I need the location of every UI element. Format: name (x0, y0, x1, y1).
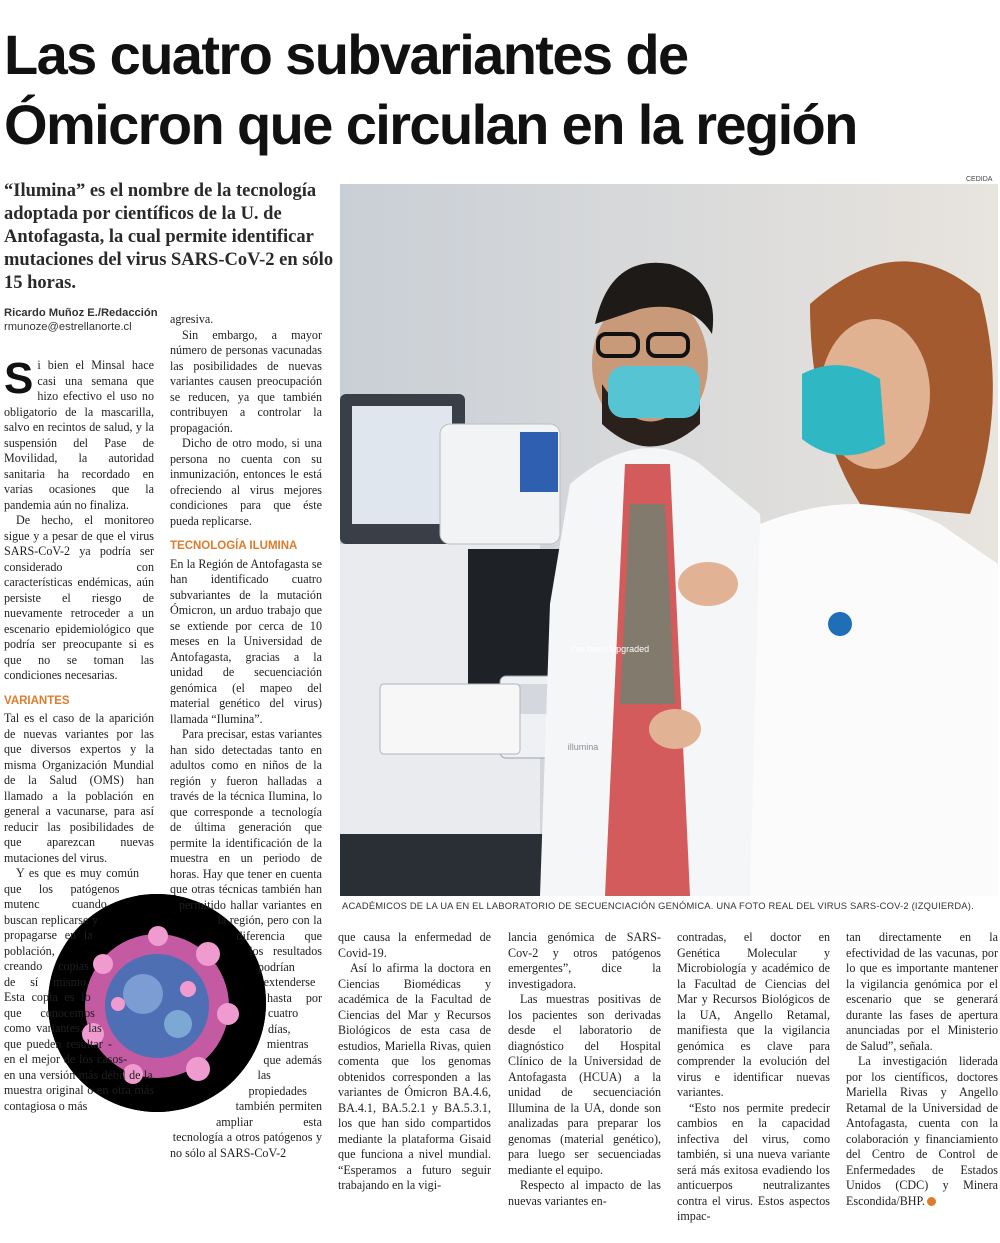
text-column-1 (4, 354, 154, 1238)
photo-caption: ACADÉMICOS DE LA UA EN EL LABORATORIO DE SECUENCIACIÓN GENÓMICA. UNA FOTO REAL DEL VIRUS SARS-COV-2 (IZQUIERDA). (342, 900, 974, 911)
paragraph: Las muestras positivas de los pacientes son derivadas desde el laboratorio de diagnóstico del Hospital Clínico de la Universidad de Antofagasta (HCUA) a la unidad de secuenciación Illumina de la UA, donde son analizadas para preparar los genomas (material genético), para luego ser secuenciadas mediante el equipo. (508, 992, 661, 1177)
photo-device-label: illumina (567, 742, 599, 752)
headline-line-2: Ómicron que circulan en la región (4, 93, 857, 156)
paragraph: tan directamente en la efectividad de las vacunas, por lo que es importante mantener la vigilancia genómica por el escenario que se generará durante las fases de apertura anunciadas por el Ministerio de Salud”, señala. (846, 930, 998, 1053)
photo-credit: CEDIDA (966, 176, 993, 183)
subhead-variantes: VARIANTES (4, 694, 70, 707)
paragraph-text: i bien el Minsal hace casi una semana que hizo efectivo el uso no obligatorio de la mascarilla, salvo en recintos de salud, y la suspensión del Pase de Movilidad, la autoridad sanitaria ha recordado en varias ocasiones que la pandemia aún no finaliza. (4, 358, 154, 512)
paragraph: lancia genómica de SARS-Cov-2 y otros patógenos emergentes”, dice la investigadora. (508, 930, 661, 991)
headline (4, 20, 1000, 160)
paragraph (846, 1054, 998, 1209)
text-column-5 (677, 930, 830, 1240)
paragraph: De hecho, el monitoreo sigue y a pesar de que el virus SARS-CoV-2 ya podría ser considerado con características endémicas, aún persiste el riesgo de nuevamente retroceder a un escenario epidemiológico que podría ser preocupante si es que no se toman las condiciones necesarias. (4, 513, 154, 682)
byline (4, 306, 174, 334)
paragraph-text: Hay que tener en cuenta que otras técnicas también han permitido hallar variantes en la región, pero con la diferencia que los resultados podrían extenderse hasta por cuatro días, mientras que además las propiedades también permiten ampliar esta tecnología a otros patógenos y no sólo al SARS-CoV-2 (170, 866, 322, 1160)
deck: “Ilumina” es el nombre de la tecnología adoptada por científicos de la U. de Antofagasta, la cual permite identificar mutaciones del virus SARS-CoV-2 en sólo 15 horas. (4, 181, 334, 293)
subhead-tecnologia: TECNOLOGÍA ILUMINA (170, 540, 298, 552)
paragraph: agresiva. (170, 312, 214, 326)
paragraph: Dicho de otro modo, si una persona no cuenta con su inmunización, entonces le está ofreciendo al virus mejores condiciones para que éste pueda replicarse. (170, 436, 322, 528)
lab-photo-illustration (340, 184, 998, 896)
paragraph (4, 866, 154, 1114)
author-email: rmunoze@estrellanorte.cl (4, 321, 132, 333)
end-of-article-icon (927, 1197, 936, 1206)
paragraph: que causa la enfermedad de Covid-19. (338, 930, 491, 960)
paragraph-text: Para precisar, estas variantes han sido detectadas tanto en adultos como en niños de la región y fueron halladas a través de la técnica Ilumina, lo que corresponde a tecnología de última generación que permite la identificación de la muestra en un periodo de horas. (170, 727, 322, 881)
paragraph: Respecto al impacto de las nuevas variantes en- (508, 1178, 661, 1208)
paragraph: Sin embargo, a mayor número de personas vacunadas las posibilidades de nuevas variantes causen preocupación se reducen, ya que también contribuyen a controlar la propagación. (170, 327, 322, 435)
paragraph (4, 354, 154, 513)
lab-photo (340, 184, 998, 896)
paragraph: contradas, el doctor en Genética Molecular y Microbiología y académico de la Facultad de Ciencias del Mar y Recursos Biológicos de la UA, Angello Retamal, manifiesta que la vigilancia genómica es clave para comprender la evolución del virus e identificar nuevas variantes. (677, 930, 830, 1099)
author: Ricardo Muñoz E./Redacción (4, 307, 158, 319)
photo-box-text: I've been Upgraded (570, 644, 650, 654)
text-column-2 (170, 312, 322, 1242)
paragraph-text: Y es que es muy común que los patógenos mutenc cuando buscan replicarse y propagarse en la población, creando copias de sí mismo. Esta copia es lo que conocemos como variantes, las que pueden resultar -en el mejor de los casos- en una versión más débil de la muestra original o en otra más contagiosa o más (4, 866, 154, 1113)
text-column-6 (846, 930, 998, 1240)
paragraph-text: La investigación liderada por los científicos, doctores Mariella Rivas y Angello Retamal de la Universidad de Antofagasta, cuenta con la colaboración y financiamiento del Centro de Control de Enfermedades de Estados Unidos (CDC) y Minera Escondida/BHP. (846, 1054, 998, 1208)
paragraph: Así lo afirma la doctora en Ciencias Biomédicas y académica de la Facultad de Ciencias del Mar y Recursos Biológicos de esta casa de estudios, Mariella Rivas, quien comenta que los genomas obtenidos corresponden a las variantes de Ómicron BA.4.6, BA.4.1, BA.5.2.1 y BA.5.3.1, los que han sido compartidos mediante la plataforma Gisaid que funciona a nivel mundial. “Esperamos a futuro seguir trabajando en la vigi- (338, 961, 491, 1192)
text-column-4 (508, 930, 661, 1240)
text-column-3 (338, 930, 491, 1240)
headline-line-1: Las cuatro subvariantes de (4, 23, 688, 86)
paragraph: Tal es el caso de la aparición de nuevas variantes por las que diversos expertos y la misma Organización Mundial de la Salud (OMS) han llamado a la población en general a vacunarse, para así reducir las posibilidades de que aparezcan nuevas mutaciones del virus. (4, 711, 154, 865)
dropcap: S (4, 354, 34, 403)
paragraph: En la Región de Antofagasta se han identificado cuatro subvariantes de la mutación Ómicron, un arduo trabajo que se extiende por cerca de 10 meses en la Universidad de Antofagasta, gracias a la unidad de secuenciación genómica (el mapeo del material genético del virus) llamada “Ilumina”. (170, 556, 322, 726)
paragraph: “Esto nos permite predecir cambios en la capacidad infectiva del virus, como también, si una nueva variante será más exitosa evadiendo los anticuerpos neutralizantes contra el virus. Estos aspectos impac- (677, 1100, 830, 1223)
paragraph (170, 727, 322, 1161)
